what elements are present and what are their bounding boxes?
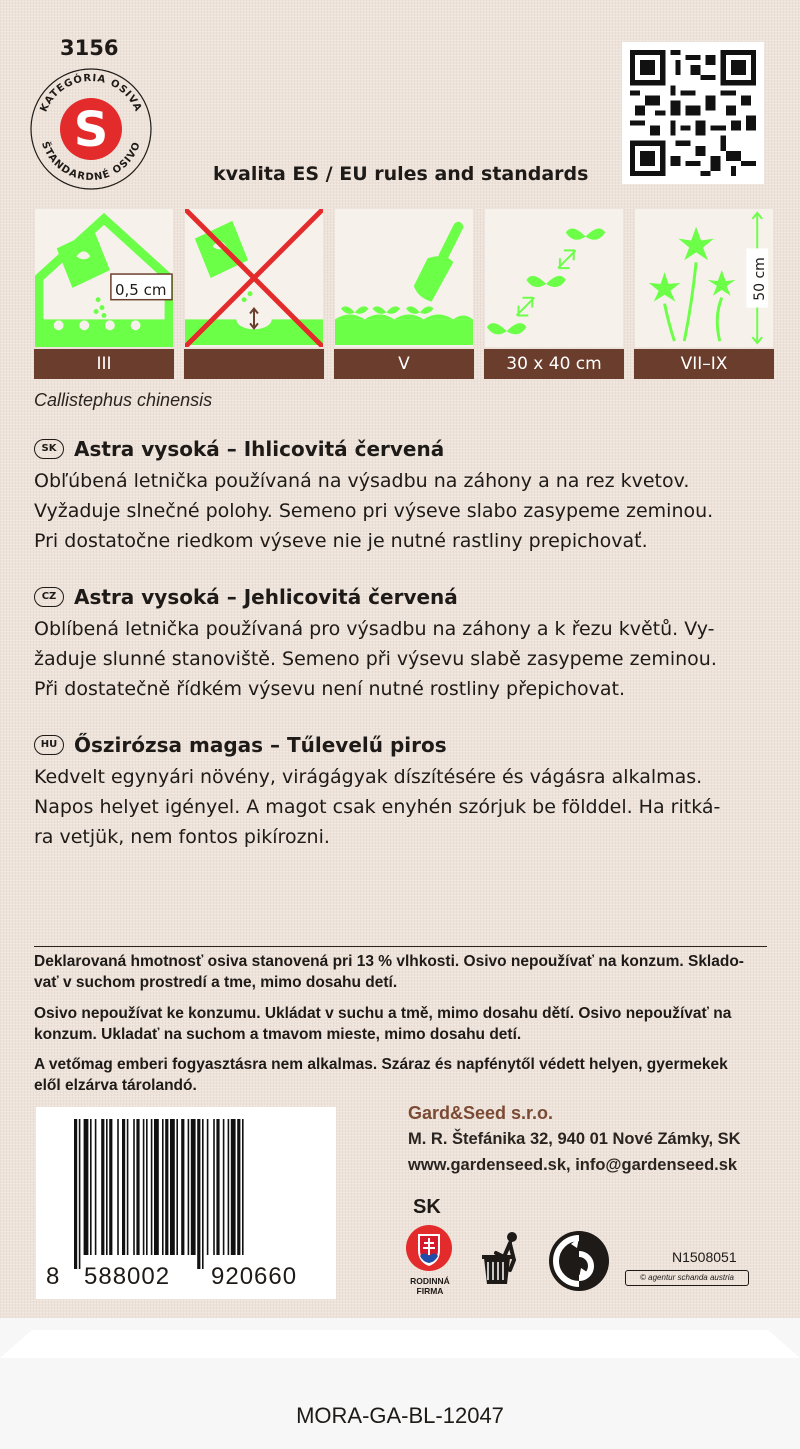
variety-title-hu: Őszirózsa magas – Tűlevelű piros (74, 733, 447, 757)
variety-code: 3156 (60, 36, 119, 60)
seed-category-badge (30, 68, 152, 190)
barcode-right-group: 920660 (211, 1263, 298, 1290)
barcode-bar (223, 1119, 225, 1255)
barcode-bars (74, 1119, 324, 1269)
category-top-text: KATEGÓRIA OSIVA (38, 72, 144, 114)
family-firm-logo (404, 1222, 454, 1274)
barcode-bar (213, 1119, 215, 1255)
description-cz (34, 583, 774, 704)
icon-tile-sowing (34, 208, 174, 380)
barcode-bar (154, 1119, 159, 1255)
barcode-digits (36, 1257, 336, 1293)
cultivation-icon-strip (34, 208, 774, 380)
agency-text: agentur schanda austria (648, 1273, 734, 1282)
company-block (408, 1103, 768, 1178)
company-name: Gard&Seed s.r.o. (408, 1103, 554, 1123)
company-web: www.gardenseed.sk, info@gardenseed.sk (408, 1156, 738, 1174)
qr-code (622, 42, 764, 184)
lang-badge-cz: CZ (34, 587, 64, 607)
barcode-bar (133, 1119, 135, 1255)
barcode-bar (136, 1119, 139, 1255)
text-line: Při dostatečně řídkém výsevu není nutné rostliny přepichovat. (34, 678, 626, 700)
icon-tile-spacing (484, 208, 624, 380)
text-line: Kedvelt egynyári növény, virágágyak díszítésére és vágásra alkalmas. (34, 766, 703, 788)
barcode-bar (109, 1119, 112, 1255)
barcode-bar (95, 1119, 97, 1255)
tidyman-icon (478, 1230, 528, 1286)
company-address: M. R. Štefánika 32, 940 01 Nové Zámky, SK (408, 1130, 741, 1148)
barcode-bar (90, 1119, 92, 1255)
trowel-seedlings-icon (335, 209, 473, 347)
barcode-first-digit: 8 (46, 1263, 61, 1290)
text-line: ra vetjük, nem fontos pikírozni. (34, 826, 330, 848)
lang-badge-sk: SK (34, 439, 64, 459)
barcode-bar (122, 1119, 125, 1255)
barcode-left-group: 588002 (84, 1263, 171, 1290)
barcode-bar (162, 1119, 164, 1255)
barcode-bar (151, 1119, 153, 1255)
variety-title-sk: Astra vysoká – Ihlicovitá červená (74, 437, 445, 461)
variety-title-cz: Astra vysoká – Jehlicovitá červená (74, 585, 458, 609)
fine-print-hu (34, 1054, 774, 1096)
plant-height-label: 50 cm (751, 257, 768, 301)
text-line: Obľúbená letnička používaná na výsadbu na záhony a na rez kvetov. (34, 470, 690, 492)
barcode-bar (202, 1119, 204, 1269)
barcode-bar (216, 1119, 219, 1255)
barcode-bar (101, 1119, 104, 1255)
flowering-month-bar: VII–IX (634, 349, 774, 379)
fine-print-line: elől elzárva tárolandó. (34, 1077, 197, 1094)
sowing-depth-label: 0,5 cm (115, 281, 167, 299)
icon-tile-planting (334, 208, 474, 380)
planting-month-bar: V (334, 349, 474, 379)
category-letter: S (73, 102, 109, 158)
description-hu (34, 731, 774, 852)
text-line: Oblíbená letnička používaná pro výsadbu na záhony a k řezu květů. Vy- (34, 618, 715, 640)
agency-mark: © agentur schanda austria (625, 1270, 749, 1286)
fine-print-line: konzum. Ukladať na suchom a tmavom mieste, mimo dosahu detí. (34, 1026, 522, 1043)
registration-code: N1508051 (672, 1249, 737, 1265)
green-dot-recycling-icon (548, 1230, 610, 1292)
barcode-bar (228, 1119, 230, 1255)
latin-name: Callistephus chinensis (34, 390, 213, 410)
fine-print-line: Osivo nepoužívat ke konzumu. Ukládat v suchu a tmě, mimo dosahu dětí. Osivo nepoužívať na (34, 1005, 732, 1022)
transplant-month-bar (184, 349, 324, 379)
barcode-bar (84, 1119, 89, 1255)
barcode-bar (143, 1119, 145, 1255)
divider-line (34, 946, 767, 947)
lang-badge-hu: HU (34, 735, 64, 755)
quality-standard-line: kvalita ES / EU rules and standards (213, 163, 589, 185)
barcode-bar (231, 1119, 236, 1255)
text-line: Napos helyet igényel. A magot csak enyhén szórjuk be földdel. Ha ritká- (34, 796, 721, 818)
barcode-bar (176, 1119, 178, 1255)
description-sk (34, 435, 774, 556)
barcode-bar (165, 1119, 168, 1255)
fine-print-line: A vetőmag emberi fogyasztásra nem alkalmas. Száraz és napfénytől védett helyen, gyermekek (34, 1056, 728, 1073)
category-bottom-text: ŠTANDARDNÉ OSIVO (38, 140, 144, 184)
barcode-bar (237, 1119, 240, 1255)
icon-tile-transplant (184, 208, 324, 380)
barcode-bar (188, 1119, 190, 1255)
family-firm-line: FIRMA (416, 1286, 444, 1296)
barcode-bar (79, 1119, 81, 1269)
country-label: SK (413, 1196, 441, 1218)
barcode-bar (127, 1119, 129, 1255)
barcode-bar (181, 1119, 184, 1255)
barcode-bar (146, 1119, 148, 1255)
family-firm-line: RODINNÁ (410, 1276, 450, 1286)
fine-print-sk (34, 951, 774, 993)
ean-barcode (36, 1107, 336, 1299)
barcode-bar (74, 1119, 77, 1269)
icon-tile-flowering (634, 208, 774, 380)
fine-print-cz-sk (34, 1003, 774, 1045)
plant-spacing-icon (485, 209, 623, 347)
barcode-bar (207, 1119, 209, 1255)
transplant-not-needed-icon (185, 209, 323, 347)
text-line: Vyžaduje slnečné polohy. Semeno pri výseve slabo zasypeme zeminou. (34, 500, 714, 522)
sowing-month-bar: III (34, 349, 174, 379)
barcode-bar (117, 1119, 119, 1255)
barcode-bar (106, 1119, 108, 1255)
barcode-bar (170, 1119, 175, 1255)
family-firm-label (398, 1276, 462, 1296)
barcode-bar (191, 1119, 196, 1255)
barcode-bar (242, 1119, 244, 1255)
greenhouse-sowing-icon (35, 209, 173, 347)
fine-print-line: vať v suchom prostredí a tme, mimo dosahu detí. (34, 974, 398, 991)
text-line: žaduje slunné stanoviště. Semeno při výsevu slabě zasypeme zeminou. (34, 648, 717, 670)
fine-print-line: Deklarovaná hmotnosť osiva stanovená pri 13 % vlhkosti. Osivo nepoužívať na konzum. Sklado- (34, 953, 744, 970)
spacing-bar: 30 x 40 cm (484, 349, 624, 379)
article-code: MORA-GA-BL-12047 (296, 1403, 504, 1428)
barcode-bar (197, 1119, 200, 1269)
text-line: Pri dostatočne riedkom výseve nie je nutné rastliny prepichovať. (34, 530, 648, 552)
